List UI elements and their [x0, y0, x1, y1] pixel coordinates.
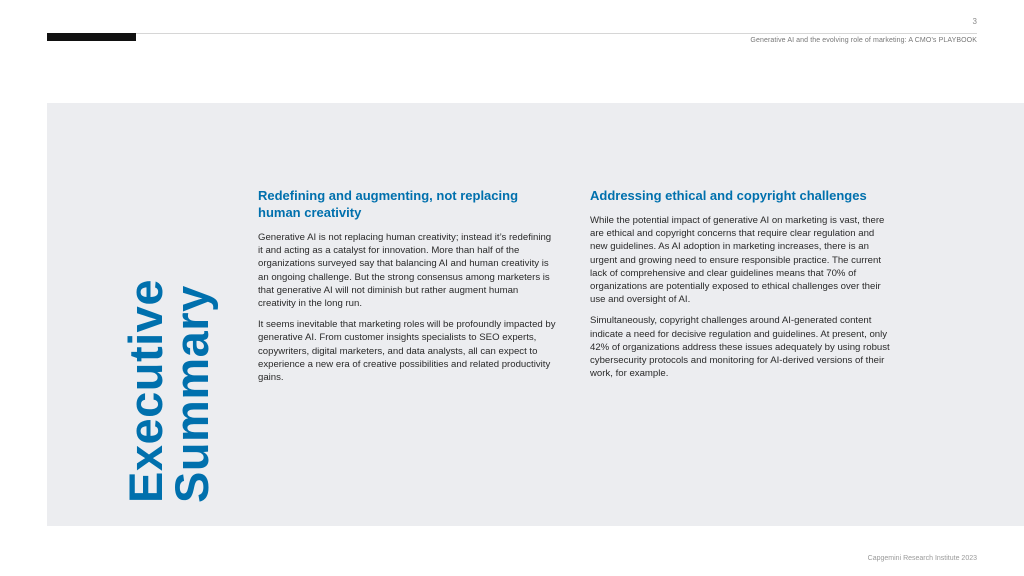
header-rule	[47, 33, 977, 34]
left-paragraph-2: It seems inevitable that marketing roles will be profoundly impacted by generative AI. From customer insights specialists to SEO experts, copywriters, digital marketers, and data analysts, all can expect to experience a new era of creative possibilities and related productivity gains.	[258, 319, 556, 384]
section-title	[47, 103, 222, 526]
right-paragraph-2: Simultaneously, copyright challenges around AI-generated content indicate a need for decisive regulation and guidelines. At present, only 42% of organizations address these issues adequately by using robust cybersecurity protocols and monitoring for AI-derived versions of their work, for example.	[590, 315, 890, 380]
section-title-line2: Summary	[165, 285, 218, 503]
left-column	[258, 187, 556, 392]
left-paragraph-1: Generative AI is not replacing human creativity; instead it’s redefining it and acting as a catalyst for innovation. More than half of the organizations surveyed say that balancing AI and human creativity is an ongoing challenge. But the strong consensus among marketers is that generative AI will not diminish but rather augment human creativity in the long run.	[258, 232, 552, 310]
right-column	[590, 187, 890, 388]
footer-credit: Capgemini Research Institute 2023	[867, 555, 977, 562]
section-title-line1: Executive	[119, 279, 172, 503]
right-paragraph-1: While the potential impact of generative AI on marketing is vast, there are ethical and copyright concerns that require clear regulation and new guidelines. As AI adoption in marketing increases, there is an urgent and growing need to ensure responsible practice. The current lack of comprehensive and clear guidelines means that 70% of organizations are potentially exposed to ethical challenges over their use and oversight of AI.	[590, 215, 885, 306]
header-accent-bar	[47, 33, 136, 41]
left-heading: Redefining and augmenting, not replacing human creativity	[258, 188, 519, 220]
content-panel	[47, 103, 1024, 526]
right-heading: Addressing ethical and copyright challenges	[590, 188, 867, 203]
running-title: Generative AI and the evolving role of marketing: A CMO’s PLAYBOOK	[750, 37, 977, 44]
page-number: 3	[972, 17, 977, 26]
